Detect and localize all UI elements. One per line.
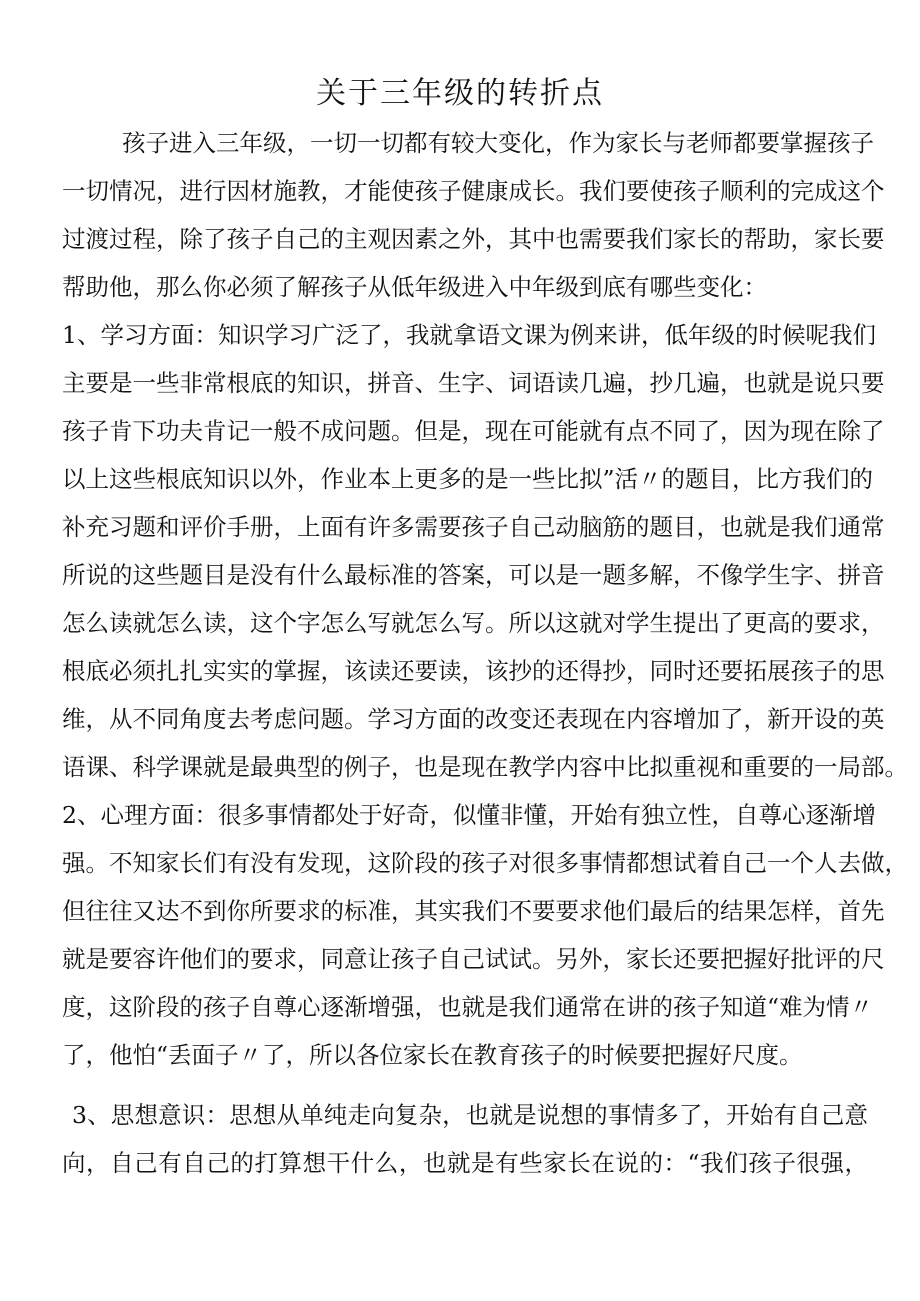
text-line: 强。不知家长们有没有发现，这阶段的孩子对很多事情都想试着自己一个人去做， bbox=[62, 849, 908, 877]
text-line: 主要是一些非常根底的知识，拼音、生字、词语读几遍，抄几遍，也就是说只要 bbox=[62, 369, 885, 397]
text-line: 就是要容许他们的要求，同意让孩子自己试试。另外，家长还要把握好批评的尺 bbox=[62, 945, 885, 973]
text-line: 一切情况，进行因材施教，才能使孩子健康成长。我们要使孩子顺利的完成这个 bbox=[62, 177, 885, 205]
text-line: 了，他怕“丢面子〃了，所以各位家长在教育孩子的时候要把握好尺度。 bbox=[62, 1041, 803, 1069]
text-line: 帮助他，那么你必须了解孩子从低年级进入中年级到底有哪些变化： bbox=[62, 273, 767, 301]
text-line: 1、学习方面：知识学习广泛了，我就拿语文课为例来讲，低年级的时候呢我们 bbox=[62, 321, 876, 349]
document-title: 关于三年级的转折点 bbox=[316, 76, 604, 111]
text-line: 补充习题和评价手册，上面有许多需要孩子自己动脑筋的题目，也就是我们通常 bbox=[62, 513, 885, 541]
text-line: 度，这阶段的孩子自尊心逐渐增强，也就是我们通常在讲的孩子知道“难为情〃 bbox=[62, 993, 874, 1021]
text-line: 2、心理方面：很多事情都处于好奇，似懂非懂，开始有独立性，自尊心逐渐增 bbox=[62, 801, 876, 829]
text-line: 过渡过程，除了孩子自己的主观因素之外，其中也需要我们家长的帮助，家长要 bbox=[62, 225, 885, 253]
document-body bbox=[62, 119, 908, 1177]
text-line: 怎么读就怎么读，这个字怎么写就怎么写。所以这就对学生提出了更高的要求， bbox=[62, 609, 885, 637]
text-line: 根底必须扎扎实实的掌握，该读还要读，该抄的还得抄，同时还要拓展孩子的思 bbox=[62, 657, 885, 685]
text-line: 以上这些根底知识以外，作业本上更多的是一些比拟”活〃的题目，比方我们的 bbox=[62, 465, 874, 493]
text-line: 3、思想意识：思想从单纯走向复杂，也就是说想的事情多了，开始有自己意 bbox=[72, 1101, 868, 1129]
text-line: 向，自己有自己的打算想干什么，也就是有些家长在说的：“我们孩子很强， bbox=[62, 1149, 868, 1177]
text-line: 但往往又达不到你所要求的标准，其实我们不要要求他们最后的结果怎样，首先 bbox=[62, 897, 885, 925]
text-line: 维，从不同角度去考虑问题。学习方面的改变还表现在内容增加了，新开设的英 bbox=[62, 705, 885, 733]
text-line: 孩子进入三年级，一切一切都有较大变化，作为家长与老师都要掌握孩子 bbox=[122, 129, 874, 157]
text-line: 所说的这些题目是没有什么最标准的答案，可以是一题多解，不像学生字、拼音 bbox=[62, 561, 885, 589]
text-line: 语课、科学课就是最典型的例子，也是现在教学内容中比拟重视和重要的一局部。 bbox=[62, 753, 908, 781]
text-line: 孩子肯下功夫肯记一般不成问题。但是，现在可能就有点不同了，因为现在除了 bbox=[62, 417, 885, 445]
